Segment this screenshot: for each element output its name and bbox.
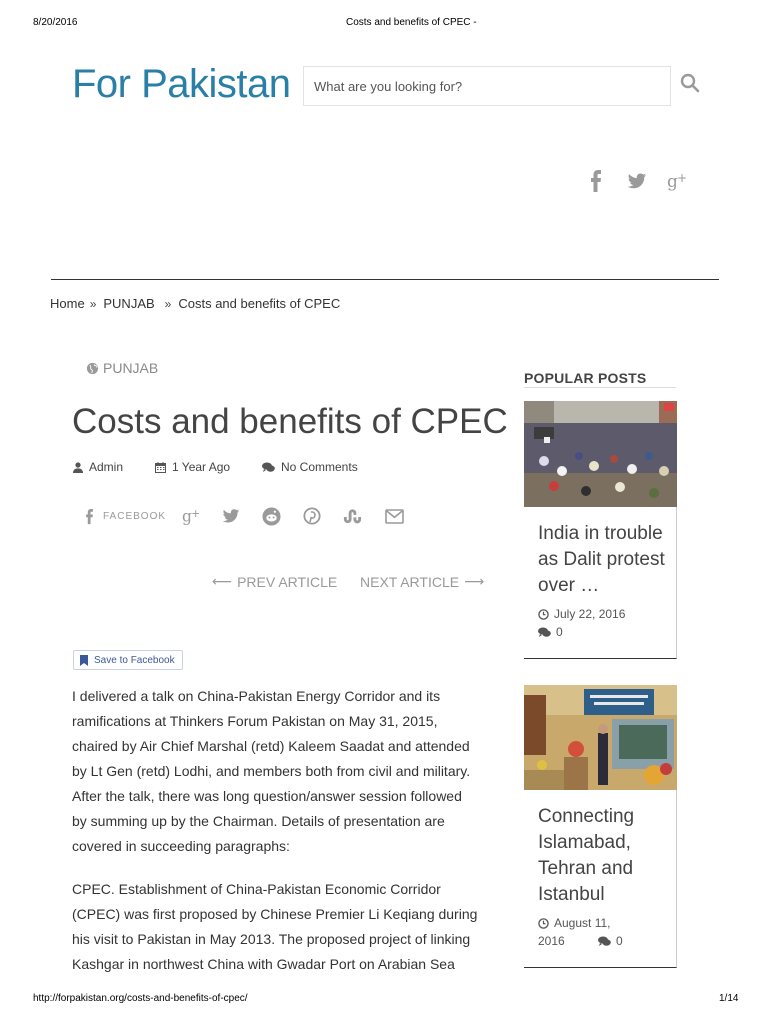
post-comments-count: 0 <box>556 625 563 639</box>
chevron-right-icon: » <box>164 296 172 311</box>
site-logo[interactable]: For Pakistan <box>72 62 291 106</box>
breadcrumb-home[interactable]: Home <box>50 296 85 311</box>
google-plus-icon <box>667 170 689 192</box>
post-thumbnail <box>524 401 677 507</box>
post-comments[interactable] <box>524 625 676 639</box>
user-icon <box>73 462 83 473</box>
paragraph-line: I delivered a talk on China-Pakistan Energy Corridor and its <box>72 688 441 704</box>
post-date <box>524 916 610 930</box>
breadcrumb-category[interactable]: PUNJAB <box>103 296 155 311</box>
svg-text:+: + <box>677 171 688 185</box>
calendar-icon <box>155 462 166 473</box>
facebook-link[interactable] <box>588 170 610 194</box>
article-author[interactable] <box>73 460 123 474</box>
breadcrumb-current: Costs and benefits of CPEC <box>178 296 341 311</box>
stumbleupon-icon <box>342 507 363 525</box>
header-divider <box>51 279 719 280</box>
author-name: Admin <box>89 460 124 474</box>
print-page-number: 1/14 <box>719 993 739 1004</box>
date-text: 1 Year Ago <box>172 460 231 474</box>
share-email-button[interactable] <box>385 503 404 529</box>
arrow-right-icon: ⟶ <box>464 573 485 589</box>
comments-icon <box>598 936 611 947</box>
facebook-icon <box>84 507 95 526</box>
share-google-plus-button[interactable] <box>182 503 202 529</box>
paragraph-line: ramifications at Thinkers Forum Pakistan on May 31, 2015, <box>72 713 438 729</box>
share-facebook-button[interactable] <box>84 503 166 529</box>
print-date: 8/20/2016 <box>33 17 78 28</box>
share-twitter-button[interactable] <box>222 503 240 529</box>
post-date-text: July 22, 2016 <box>554 607 626 621</box>
post-date <box>524 607 676 621</box>
paragraph-line: by summing up by the Chairman. Details of presentation are <box>72 813 445 829</box>
share-pinterest-button[interactable] <box>303 503 321 529</box>
article-title: Costs and benefits of CPEC <box>72 402 508 441</box>
prev-article-link[interactable] <box>212 573 337 590</box>
post-title-line: India in trouble <box>538 523 663 544</box>
breadcrumb <box>50 296 340 311</box>
share-stumbleupon-button[interactable] <box>342 503 363 529</box>
post-title-line: Tehran and <box>538 858 634 879</box>
globe-icon <box>86 362 99 375</box>
clock-icon <box>538 918 549 929</box>
paragraph-line: CPEC. Establishment of China-Pakistan Economic Corridor <box>72 881 441 897</box>
popular-post-title[interactable] <box>524 790 676 908</box>
pinterest-icon <box>303 507 321 525</box>
next-article-label: NEXT ARTICLE <box>360 573 460 590</box>
facebook-icon <box>588 170 604 192</box>
comments-icon <box>262 462 275 473</box>
popular-post-card[interactable] <box>524 685 677 968</box>
paragraph-line: his visit to Pakistan in May 2013. The proposed project of linking <box>72 931 471 947</box>
search-button[interactable] <box>679 72 705 98</box>
print-doc-title: Costs and benefits of CPEC - <box>346 17 477 28</box>
article-comments[interactable] <box>262 460 358 474</box>
save-to-facebook-label: Save to Facebook <box>94 654 175 666</box>
share-reddit-button[interactable] <box>262 503 281 529</box>
post-title-line: as Dalit protest <box>538 549 665 570</box>
popular-post-card[interactable] <box>524 401 677 659</box>
paragraph-line: by Lt Gen (retd) Lodhi, and members both from civil and military. <box>72 763 471 779</box>
chevron-right-icon: » <box>89 296 97 311</box>
search-input[interactable] <box>304 67 670 105</box>
article-date <box>155 460 230 474</box>
twitter-icon <box>627 170 647 192</box>
google-plus-icon <box>182 505 202 527</box>
post-thumbnail <box>524 685 677 790</box>
post-meta <box>524 914 676 954</box>
paragraph-line: covered in succeeding paragraphs: <box>72 838 290 854</box>
post-title-line: Islamabad, <box>538 832 631 853</box>
svg-text:+: + <box>191 506 201 520</box>
envelope-icon <box>385 509 404 524</box>
share-facebook-label: FACEBOOK <box>103 510 167 522</box>
search-icon <box>679 72 701 94</box>
post-comments[interactable] <box>584 934 623 948</box>
comments-text: No Comments <box>281 460 358 474</box>
post-title-line: Istanbul <box>538 884 605 905</box>
svg-text:g: g <box>667 172 678 192</box>
print-url: http://forpakistan.org/costs-and-benefits-of-cpec/ <box>33 993 248 1004</box>
twitter-icon <box>222 507 240 525</box>
post-comments-count: 0 <box>616 934 623 948</box>
article-paragraph <box>72 684 490 859</box>
paragraph-line: chaired by Air Chief Marshal (retd) Kaleem Saadat and attended <box>72 738 470 754</box>
popular-posts-heading: POPULAR POSTS <box>524 370 647 386</box>
popular-post-title[interactable] <box>524 507 676 599</box>
clock-icon <box>538 609 549 620</box>
heading-underline <box>524 387 676 388</box>
article-category: PUNJAB <box>103 360 159 376</box>
article-category-link[interactable] <box>86 360 158 376</box>
reddit-icon <box>262 507 281 526</box>
svg-text:g: g <box>182 507 192 526</box>
post-title-line: Connecting <box>538 806 635 827</box>
post-date-year: 2016 <box>538 934 565 948</box>
arrow-left-icon: ⟵ <box>212 573 233 589</box>
post-title-line: over … <box>538 575 600 596</box>
google-plus-link[interactable] <box>667 170 689 194</box>
paragraph-line: (CPEC) was first proposed by Chinese Premier Li Keqiang during <box>72 906 478 922</box>
comments-icon <box>538 627 551 638</box>
paragraph-line: Kashgar in northwest China with Gwadar Port on Arabian Sea <box>72 956 455 972</box>
prev-article-label: PREV ARTICLE <box>237 573 338 590</box>
article-paragraph <box>72 877 490 977</box>
search-field[interactable] <box>303 66 671 106</box>
twitter-link[interactable] <box>627 170 649 194</box>
paragraph-line: After the talk, there was long question/answer session followed <box>72 788 462 804</box>
next-article-link[interactable] <box>360 573 484 590</box>
post-date-text: August 11, <box>554 916 611 930</box>
save-to-facebook-button[interactable] <box>73 650 183 670</box>
bookmark-icon <box>80 655 88 666</box>
